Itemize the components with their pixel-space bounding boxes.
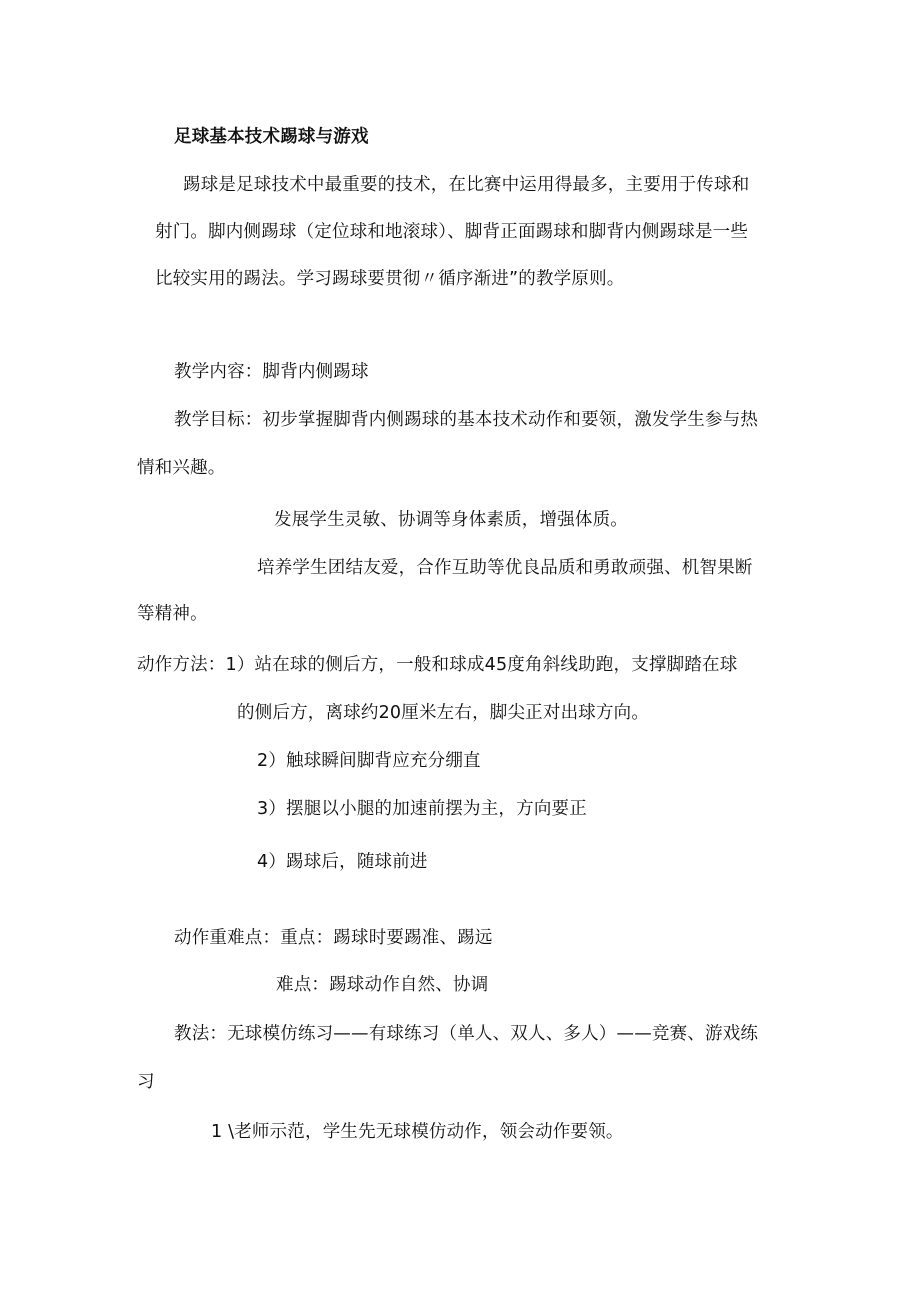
action-method-step-3: 3）摆腿以小腿的加速前摆为主，方向要正 bbox=[257, 799, 587, 819]
teaching-goal-line-4: 培养学生团结友爱，合作互助等优良品质和勇敢顽强、机智果断 bbox=[257, 558, 753, 578]
teaching-goal-line-5: 等精神。 bbox=[137, 604, 208, 624]
teaching-content: 教学内容：脚背内侧踢球 bbox=[174, 362, 369, 382]
teaching-method-line-2: 习 bbox=[137, 1072, 155, 1092]
action-method-line-1: 动作方法：1）站在球的侧后方，一般和球成45度角斜线助跑，支撑脚踏在球 bbox=[137, 655, 738, 675]
intro-line-2: 射门。脚内侧踢球（定位球和地滚球）、脚背正面踢球和脚背内侧踢球是一些 bbox=[155, 222, 749, 242]
action-method-step-2: 2）触球瞬间脚背应充分绷直 bbox=[257, 751, 481, 771]
teaching-goal-line-3: 发展学生灵敏、协调等身体素质，增强体质。 bbox=[274, 510, 628, 530]
intro-line-1: 踢球是足球技术中最重要的技术，在比赛中运用得最多，主要用于传球和 bbox=[183, 175, 750, 195]
teaching-method-line-1: 教法：无球模仿练习——有球练习（单人、双人、多人）——竞赛、游戏练 bbox=[174, 1024, 759, 1044]
step-1: 1 \老师示范，学生先无球模仿动作，领会动作要领。 bbox=[211, 1122, 624, 1142]
document-title: 足球基本技术踢球与游戏 bbox=[174, 127, 369, 147]
action-method-line-2: 的侧后方，离球约20厘米左右，脚尖正对出球方向。 bbox=[237, 703, 650, 723]
action-method-step-4: 4）踢球后，随球前进 bbox=[257, 852, 428, 872]
key-points: 动作重难点：重点：踢球时要踢准、踢远 bbox=[174, 928, 493, 948]
teaching-goal-line-1: 教学目标：初步掌握脚背内侧踢球的基本技术动作和要领，激发学生参与热 bbox=[174, 410, 759, 430]
difficult-points: 难点：踢球动作自然、协调 bbox=[276, 975, 489, 995]
teaching-goal-line-2: 情和兴趣。 bbox=[137, 458, 226, 478]
intro-line-3: 比较实用的踢法。学习踢球要贯彻〃循序渐进”的教学原则。 bbox=[155, 269, 625, 289]
